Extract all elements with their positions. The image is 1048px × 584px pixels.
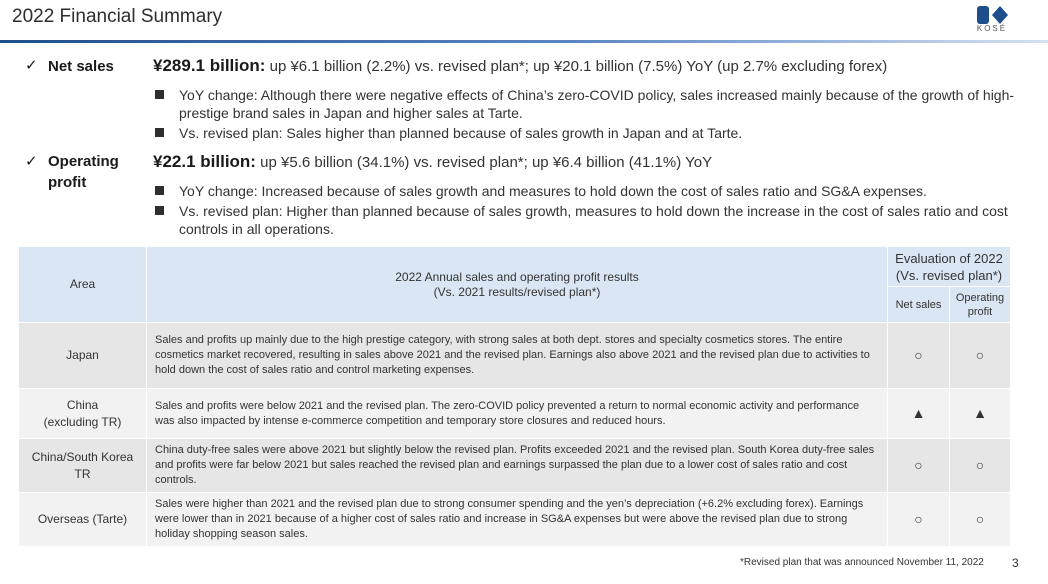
list-item: YoY change: Although there were negative effects of China’s zero-COVID policy, sales increased mainly because of the growth of high-prestige brand sales in Japan and higher sales at Tarte. [153, 86, 1023, 122]
triangle-mark-icon: ▲ [950, 389, 1011, 439]
square-bullet-icon [155, 90, 164, 99]
area-cell: Japan [19, 323, 147, 389]
description-cell: Sales were higher than 2021 and the revised plan due to strong consumer spending and the yen’s depreciation (+6.2% excluding forex). Earnings were lower than in 2021 because of a higher cost of sales ratio and increase in SG&A expenses but were above the revised plan due to strong holiday shopping season sales. [147, 493, 888, 547]
net-sales-bullets [153, 86, 1023, 144]
column-header-results: 2022 Annual sales and operating profit results (Vs. 2021 results/revised plan*) [147, 247, 888, 323]
circle-mark-icon: ○ [950, 323, 1011, 389]
list-item: Vs. revised plan: Higher than planned because of sales growth, measures to hold down the increase in the cost of sales ratio and cost controls in all operations. [153, 202, 1023, 238]
operating-profit-bullets [153, 182, 1023, 240]
operating-profit-label: Operating profit [48, 153, 119, 191]
area-cell: China/South Korea TR [19, 439, 147, 493]
evaluation-table [18, 246, 1011, 547]
net-sales-label: Net sales [48, 58, 114, 75]
operating-profit-headline [153, 152, 712, 172]
net-sales-detail: up ¥6.1 billion (2.2%) vs. revised plan*; up ¥20.1 billion (7.5%) YoY (up 2.7% excluding forex) [265, 58, 888, 75]
circle-mark-icon: ○ [950, 493, 1011, 547]
description-cell: China duty-free sales were above 2021 but slightly below the revised plan. Profits exceeded 2021 and the revised plan. South Korea duty-free sales and profits were far below 2021 but sales reached the revised plan and earnings surpassed the plan due to a lower cost of sales ratio and cost controls. [147, 439, 888, 493]
area-cell: Overseas (Tarte) [19, 493, 147, 547]
description-cell: Sales and profits were below 2021 and the revised plan. The zero-COVID policy prevented a return to normal economic activity and performance was also impacted by intense e-commerce competition and temporary store closures and reduced hours. [147, 389, 888, 439]
square-bullet-icon [155, 186, 164, 195]
column-header-net-sales: Net sales [888, 287, 950, 323]
column-header-area: Area [19, 247, 147, 323]
table-row [19, 439, 1011, 493]
operating-profit-detail: up ¥5.6 billion (34.1%) vs. revised plan*; up ¥6.4 billion (41.1%) YoY [255, 154, 713, 171]
circle-mark-icon: ○ [888, 439, 950, 493]
net-sales-value: ¥289.1 billion: [153, 56, 266, 75]
operating-profit-value: ¥22.1 billion: [153, 152, 256, 171]
table-row [19, 493, 1011, 547]
table-row [19, 323, 1011, 389]
table-row [19, 389, 1011, 439]
list-item: YoY change: Increased because of sales growth and measures to hold down the cost of sales ratio and SG&A expenses. [153, 182, 1023, 200]
net-sales-headline [153, 56, 887, 76]
triangle-mark-icon: ▲ [888, 389, 950, 439]
column-header-operating-profit: Operating profit [950, 287, 1011, 323]
circle-mark-icon: ○ [888, 493, 950, 547]
footnote: *Revised plan that was announced November 11, 2022 [740, 557, 984, 568]
logo-text: KOSÉ [976, 24, 1008, 33]
square-bullet-icon [155, 206, 164, 215]
page-title: 2022 Financial Summary [12, 6, 223, 27]
column-header-evaluation: Evaluation of 2022 (Vs. revised plan*) [888, 247, 1011, 287]
check-icon: ✓ [25, 153, 38, 170]
description-cell: Sales and profits up mainly due to the high prestige category, with strong sales at both dept. stores and specialty cosmetics stores. The entire cosmetics market recovered, resulting in sales above 2021 and the revised plan. Earnings also above 2021 and the revised plan due to activities to hold down the cost of sales ratio and control marketing expenses. [147, 323, 888, 389]
circle-mark-icon: ○ [888, 323, 950, 389]
list-item: Vs. revised plan: Sales higher than planned because of sales growth in Japan and at Tarte. [153, 124, 1023, 142]
check-icon: ✓ [25, 57, 38, 74]
header-divider [0, 40, 1048, 43]
square-bullet-icon [155, 128, 164, 137]
circle-mark-icon: ○ [950, 439, 1011, 493]
area-cell: China (excluding TR) [19, 389, 147, 439]
page-number: 3 [1012, 556, 1019, 570]
